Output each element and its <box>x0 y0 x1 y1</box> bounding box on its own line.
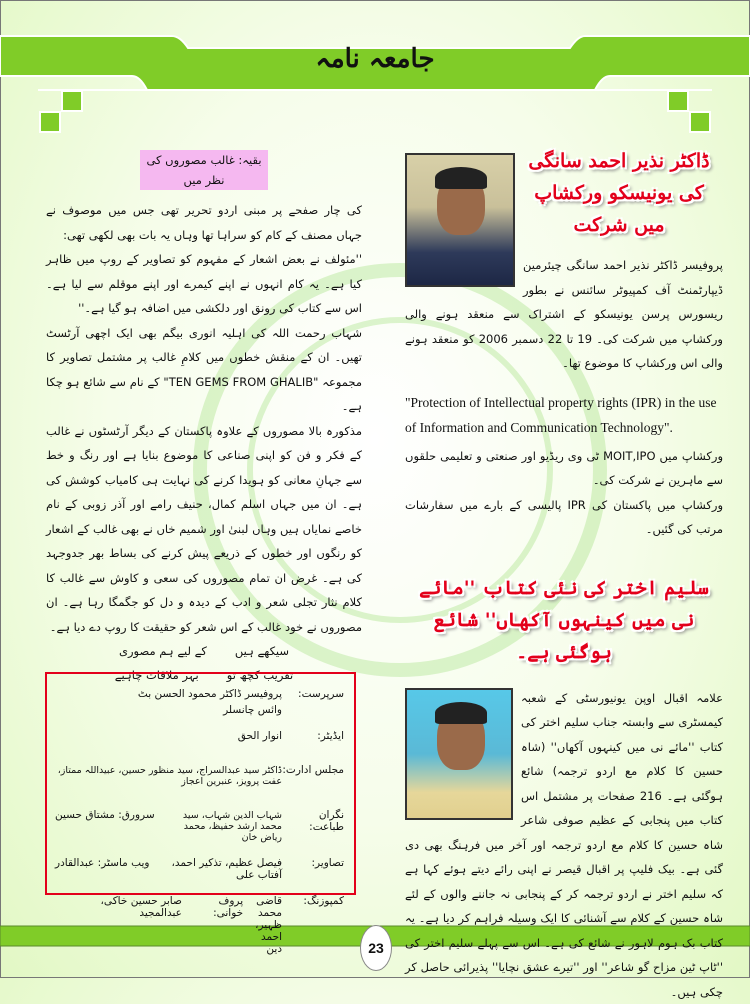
proof-label: پروف خوانی: <box>185 895 243 919</box>
article2-para1: علامہ اقبال اوپن یونیورسٹی کے شعبہ کیمسٹری سے وابستہ جناب سلیم اختر کی کتاب ''مائے نی میں کینہوں آکھاں'' (شاہ حسین کا کلام مع اردو ترجمہ) شائع ہوگئی ہے۔ 216 صفحات پر مشتمل اس کتاب میں پنجابی کے عظیم صوفی شاعر شاہ حسین کا کلام مع اردو ترجمہ اور آخر میں فرہنگ بھی دی گئی ہے۔ بیک فلیپ پر اقبال قیصر نے اپنی رائے دیتے ہوئے کہا ہے کہ سلیم اختر نے اردو ترجمہ کر کے پنجابی نہ جاننے والوں کے لئے شاہ حسین کے کلام سے آشنائی کا ایک وسیلہ فراہم کر دیا ہے۔ یہ کتاب بک ہوم لاہور نے شائع کی ہے۔ اس سے پہلے سلیم اختر کی ''ٹاپ ٹین مزاح گو شاعر'' اور ''تیرے عشق نچایا'' پذیرائی حاصل کر چکی ہیں۔ <box>405 668 723 1004</box>
article1-english-quote: "Protection of Intellectual property rights (IPR) in the use of Information and Communication Technology". <box>405 390 723 440</box>
verse-text: سیکھے ہیں <box>235 639 289 663</box>
page-number: 23 <box>360 925 392 971</box>
cover-name: مشتاق حسین <box>55 809 115 821</box>
board-names: ڈاکٹر سید عبدالسراج، سید منظور حسین، عبیداللہ ممتاز، عفت پرویز، عنبرین اعجاز <box>55 765 282 787</box>
credits-box <box>45 672 356 895</box>
continued-label: بقیہ: غالب مصوروں کی نظر میں <box>140 150 268 190</box>
article3-para2: ''مئولف نے بعض اشعار کے مفہوم کو تصاویر کے روپ میں ظاہر کیا ہے۔ یہ کام انہوں نے اپنے کیمرے اور اپنے موقلم سے لیا ہے۔ اس سے کتاب کی رونق اور دلکشی میں اضافہ ہو گیا ہے۔'' <box>46 247 362 321</box>
patron-name: پروفیسر ڈاکٹر محمود الحسن بٹ <box>55 688 282 700</box>
article3-para1: کی چار صفحے پر مبنی اردو تحریر تھی جس میں موصوف نے جہاں مصنف کے کام کو سراہا تھا وہاں یہ بات بھی لکھی تھی: <box>46 198 362 247</box>
article1-headline: ڈاکٹر نذیر احمد سانگی کی یونیسکو ورکشاپ میں شرکت <box>405 145 715 241</box>
verse-text: بہر ملاقات چاہیے <box>115 663 199 687</box>
article2-headline: سلیم اختر کی نئی کتاب ''مائے نی میں کینہوں آکھاں'' شائع ہوگئی ہے۔ <box>405 572 723 668</box>
verse-text: تقریب کچھ تو <box>227 663 293 687</box>
editor-name: انوار الحق <box>55 730 282 742</box>
photos-names: فیصل عظیم، تذکیر احمد، آفتاب علی <box>161 857 282 881</box>
print-names: شہاب الدین شہاب، سید محمد ارشد حفیظ، محمد ریاض خان <box>167 810 282 843</box>
article1-para1: پروفیسر ڈاکٹر نذیر احمد سانگی چیئرمین ڈیپارٹمنٹ آف کمپیوٹر سائنس نے بطور ریسورس پرسن یونیسکو کے اشتراک سے منعقد ہونے والی ورکشاپ میں شرکت کی۔ 19 تا 22 دسمبر 2006 کو منعقد ہونے والی اس ورکشاپ کا موضوع تھا۔ <box>405 253 723 376</box>
verse-text: کے لیے ہم مصوری <box>119 639 207 663</box>
compose-label: کمپوزنگ: <box>282 895 344 907</box>
compose-names: قاضی محمد ظہیر، احمد دین <box>255 895 282 955</box>
board-label: مجلس ادارت: <box>282 764 344 776</box>
article3-para4: مذکورہ بالا مصوروں کے علاوہ پاکستان کے دیگر آرٹسٹوں نے غالب کے فکر و فن کو اپنی صناعی کا موضوع بنایا ہے اور رنگ و خط سے جہانِ معانی کو ہویدا کرنے کی نہایت ہی کامیاب کوشش کی ہے۔ ان میں جہاں اسلم کمال، حنیف رامے اور آذر زوبی کے نام خاصے نمایاں ہیں وہاں لبنیٰ اور شمیم خاں نے بھی غالب کے اشعار کو رنگوں اور خطوں کے ذریعے پیش کرنے کی بساط بھر جدوجہد کی ہے۔ غرض ان تمام مصوروں کی سعی و کاوش سے غالب کا کلام نثار تجلی شعر و ادب کے دیدہ و دل کو جگمگا رہا ہے۔ ان مصوروں نے خود غالب کے اس شعر کو حقیقت کا روپ دے دیا ہے۔ <box>46 419 362 640</box>
print-label: نگران طباعت: <box>282 809 344 833</box>
right-column <box>405 145 723 1004</box>
article3-para3: شہاب رحمت اللہ کی اہلیہ انوری بیگم بھی ایک اچھی آرٹسٹ تھیں۔ ان کے منقش خطوں میں کلامِ غالب پر مشتمل تصاویر کا مجموعہ "TEN GEMS FROM GHALIB" کے نام سے شائع ہو چکا ہے۔ <box>46 321 362 419</box>
photos-label: تصاویر: <box>282 857 344 869</box>
editor-label: ایڈیٹر: <box>282 730 344 742</box>
verse-line-1 <box>46 639 362 663</box>
web-label: ویب ماسٹر: <box>98 857 150 869</box>
proof-names: صابر حسین خاکی، عبدالمجید <box>55 895 182 919</box>
cover-label: سرورق: <box>118 809 154 821</box>
patron-label: سرپرست: <box>282 688 344 700</box>
web-name: عبدالقادر <box>55 857 94 869</box>
patron-title: وائس چانسلر <box>55 704 282 716</box>
left-column <box>46 150 362 687</box>
photo-saleem-akhtar <box>405 688 513 820</box>
photo-nazir-ahmed-sangi <box>405 153 515 287</box>
article1-para3: ورکشاپ میں پاکستان کی IPR پالیسی کے بارے میں سفارشات مرتب کی گئیں۔ <box>405 493 723 542</box>
article1-para2: ورکشاپ میں MOIT,IPO ٹی وی ریڈیو اور صنعتی و تعلیمی حلقوں سے ماہرین نے شرکت کی۔ <box>405 444 723 493</box>
page-title: جامعہ نامہ <box>0 44 750 74</box>
